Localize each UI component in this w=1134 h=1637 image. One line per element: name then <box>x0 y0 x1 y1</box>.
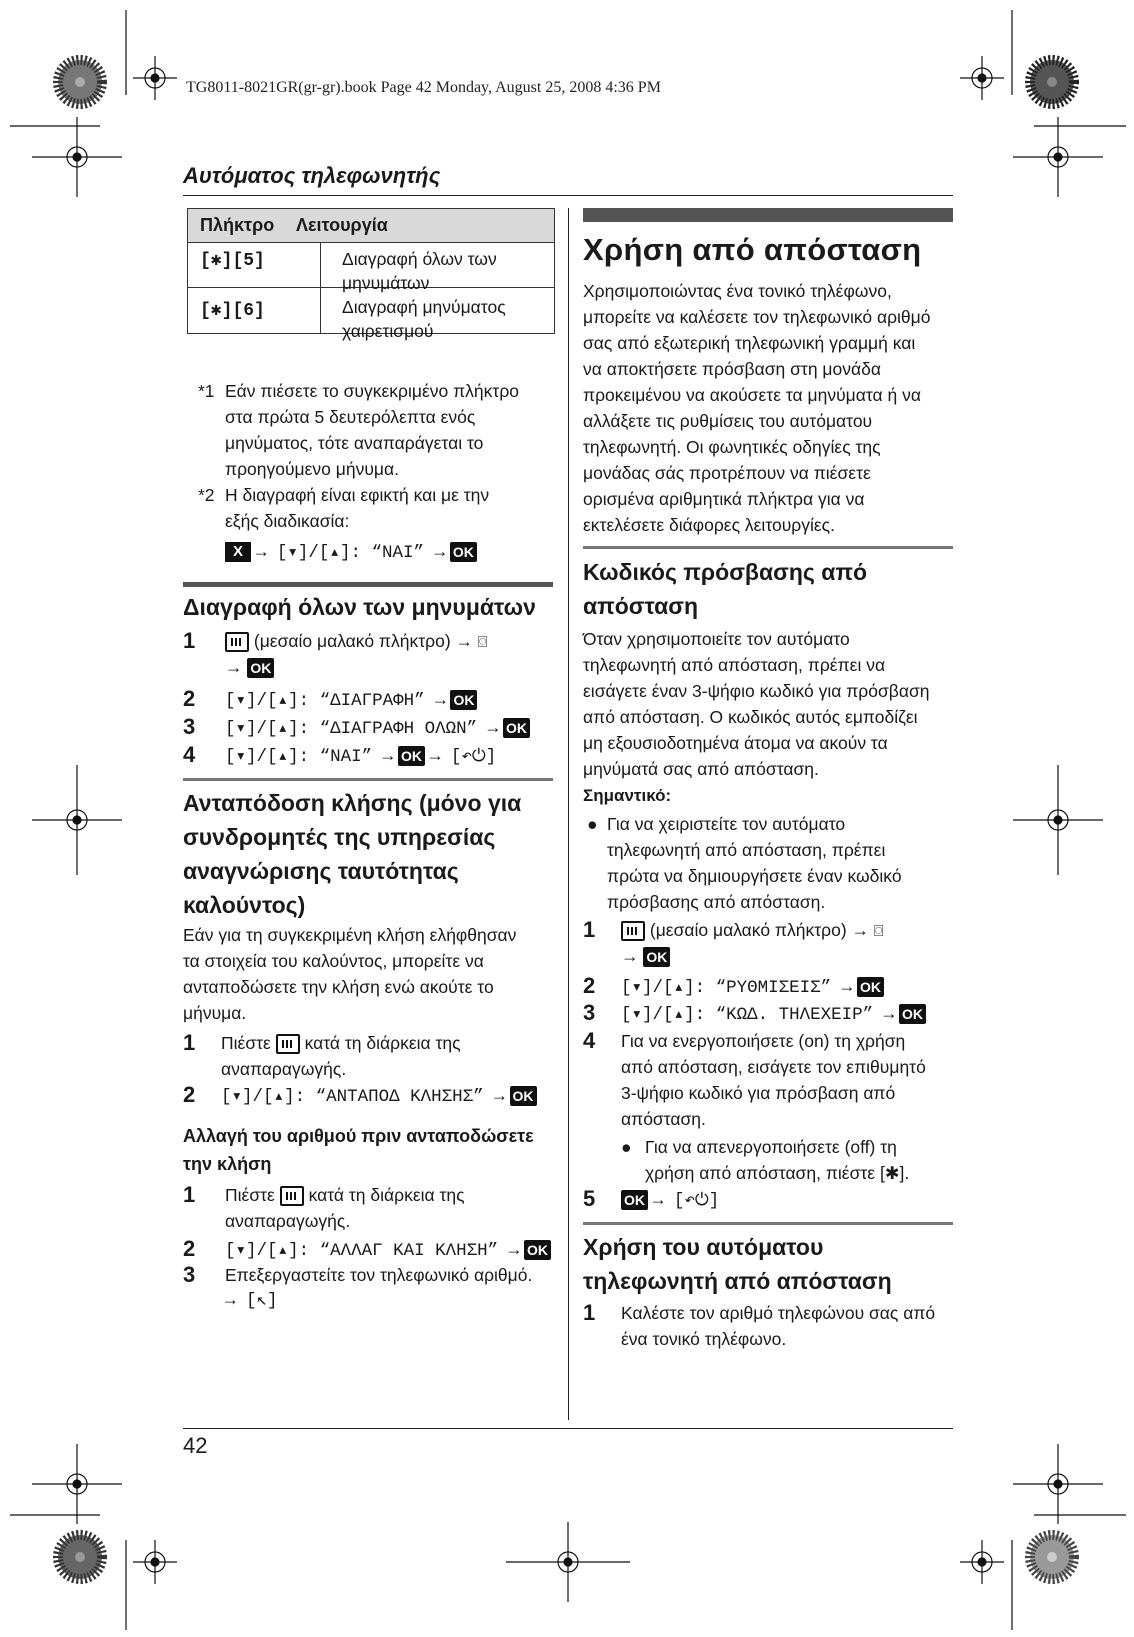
section-title-line: συνδρομητές της υπηρεσίας <box>183 824 496 850</box>
step-text <box>621 1000 926 1028</box>
section-rule <box>183 582 553 587</box>
step-text-part: [▾]/[▴]: “ΚΩΔ. ΤΗΛΕΧΕΙΡ” → <box>621 1005 895 1025</box>
menu-key-icon <box>276 1034 300 1054</box>
table-row-key: [✱][6] <box>200 301 265 321</box>
menu-key-icon <box>280 1186 304 1206</box>
step-text <box>621 1300 961 1352</box>
table-header <box>188 209 554 243</box>
section-title-line: αναγνώρισης ταυτότητας <box>183 858 459 884</box>
step-text <box>225 1182 465 1208</box>
step-number: 5 <box>583 1186 596 1211</box>
paragraph-line: ορισμένα αριθμητικά πλήκτρα για να <box>583 489 865 509</box>
page-number: 42 <box>183 1433 208 1458</box>
step-number: 4 <box>583 1028 596 1053</box>
table-row-function <box>342 247 497 295</box>
step-text-part: [▾]/[▴]: “ΔΙΑΓΡΑΦΗ ΟΛΩΝ” → <box>225 719 499 739</box>
paragraph-line: προκειμένου να ακούσετε τα μηνύματα ή να <box>583 385 921 405</box>
bullet-line: πρώτα να δημιουργήσετε έναν κωδικό <box>607 866 902 886</box>
footnote-sequence <box>225 538 565 566</box>
step-text: Επεξεργαστείτε τον τηλεφωνικό αριθμό. <box>225 1265 533 1285</box>
subsection-title-change-number <box>183 1122 534 1178</box>
column-divider <box>568 208 569 1420</box>
bullet-line: Για να χειριστείτε τον αυτόματο <box>607 814 846 834</box>
ok-key-icon: OK <box>643 947 670 967</box>
section-rule <box>583 1222 953 1225</box>
bullet-text <box>607 811 957 915</box>
step-number: 2 <box>583 973 596 998</box>
step-text <box>221 1082 537 1110</box>
step-text-part: κατά τη διάρκεια της <box>308 1185 465 1205</box>
important-label: Σημαντικό: <box>583 786 672 805</box>
ok-key-icon: OK <box>503 718 530 738</box>
footnote-mark: *2 <box>198 485 215 505</box>
section-title-use-remote <box>583 1230 892 1298</box>
step-text <box>621 1028 961 1132</box>
step-text-part: Πιέστε <box>225 1185 275 1205</box>
ok-key-icon: OK <box>450 542 477 562</box>
section-rule <box>183 778 553 781</box>
ok-key-icon: OK <box>899 1004 926 1024</box>
step-line: ένα τονικό τηλέφωνο. <box>621 1329 787 1349</box>
paragraph-line: τα στοιχεία του καλούντος, μπορείτε να <box>183 951 484 971</box>
step-text-part: → [↖] <box>225 1291 278 1311</box>
step-text-part: [▾]/[▴]: “NAI” → <box>225 747 394 767</box>
step-text-part: αναπαραγωγής. <box>221 1059 347 1079</box>
key-function-table <box>187 208 555 341</box>
step-text-part: [▾]/[▴]: “ΑΛΛΑΓ ΚΑΙ ΚΛΗΣΗ” → <box>225 1241 520 1261</box>
section-title-line: Ανταπόδοση κλήσης (μόνο για <box>183 790 522 816</box>
table-row-function-line: χαιρετισμού <box>342 321 434 341</box>
paragraph-line: σας από εξωτερική τηλεφωνική γραμμή και <box>583 333 916 353</box>
ok-key-icon: OK <box>524 1240 551 1260</box>
step-text-part: [▾]/[▴]: “ΡΥΘΜΙΣΕΙΣ” → <box>621 978 853 998</box>
footnote-line: μηνύματος, τότε αναπαράγεται το <box>225 433 484 453</box>
step-text-part: (μεσαίο μαλακό πλήκτρο) → <box>253 631 474 651</box>
bullet-dot-icon: ● <box>587 814 598 834</box>
step-number: 2 <box>183 1082 196 1107</box>
step-text <box>621 973 884 1001</box>
answering-machine-icon: ⌼ <box>873 923 884 940</box>
step-number: 3 <box>183 1262 196 1287</box>
paragraph-line: Χρησιμοποιώντας ένα τονικό τηλέφωνο, <box>583 281 892 301</box>
step-text-part: (μεσαίο μαλακό πλήκτρο) → <box>649 920 870 940</box>
step-number: 1 <box>583 917 596 942</box>
step-text <box>225 742 496 770</box>
section-title-remote: Χρήση από απόσταση <box>583 232 922 267</box>
step-number: 2 <box>183 1236 196 1261</box>
step-number: 1 <box>583 1300 596 1325</box>
step-continuation <box>225 654 274 680</box>
answering-machine-icon: ⌼ <box>477 634 488 651</box>
step-text-part: Πιέστε <box>221 1033 271 1053</box>
table-row-function-line: μηνυμάτων <box>342 273 430 293</box>
paragraph-line: τηλεφωνητή από απόσταση, πρέπει να <box>583 655 886 675</box>
table-header-key: Πλήκτρο <box>200 215 275 235</box>
bullet-line: Για να απενεργοποιήσετε (off) τη <box>645 1137 897 1157</box>
paragraph-line: να αποκτήσετε πρόσβαση στη μονάδα <box>583 359 881 379</box>
access-code-description <box>583 626 963 782</box>
paragraph-line: εισάγετε έναν 3-ψήφιο κωδικό για πρόσβαση <box>583 681 930 701</box>
footnote-text <box>225 482 565 566</box>
step-text-part: αναπαραγωγής. <box>225 1211 351 1231</box>
paragraph-line: μήνυμα. <box>183 1003 247 1023</box>
footnote-seq-text: → [▾]/[▴]: “NAI” → <box>255 543 445 563</box>
ok-key-icon: OK <box>510 1086 537 1106</box>
table-row-function-line: Διαγραφή όλων των <box>342 249 497 269</box>
footnote-line: Η διαγραφή είναι εφικτή και με την <box>225 485 490 505</box>
step-number: 1 <box>183 628 196 653</box>
cancel-key-icon: X <box>225 542 251 562</box>
paragraph-line: μπορείτε να καλέσετε τον τηλεφωνικό αριθμό <box>583 307 931 327</box>
table-row-function-line: Διαγραφή μηνύματος <box>342 297 506 317</box>
footer-rule <box>183 1428 953 1429</box>
paragraph-line: Εάν για τη συγκεκριμένη κλήση ελήφθησαν <box>183 925 517 945</box>
step-text-part: [▾]/[▴]: “ΔΙΑΓΡΑΦΗ” → <box>225 691 446 711</box>
callback-description <box>183 922 555 1026</box>
step-text <box>225 628 488 656</box>
bullet-line: πρόσβασης από απόσταση. <box>607 892 826 912</box>
footnote-text <box>225 378 565 482</box>
footnote-line: προηγούμενο μήνυμα. <box>225 459 399 479</box>
menu-key-icon <box>621 921 645 941</box>
table-row-function <box>342 295 506 343</box>
running-title-rule <box>183 195 953 196</box>
book-header: TG8011-8021GR(gr-gr).book Page 42 Monday, August 25, 2008 4:36 PM <box>186 79 661 96</box>
step-arrow: → <box>621 946 639 966</box>
step-text <box>225 714 530 742</box>
step-text <box>225 686 477 714</box>
step-text <box>621 1186 719 1214</box>
section-title-line: Κωδικός πρόσβασης από <box>583 559 868 585</box>
step-number: 3 <box>583 1000 596 1025</box>
step-text-part: κατά τη διάρκεια της <box>304 1033 461 1053</box>
menu-key-icon <box>225 632 249 652</box>
section-title-line: καλούντος) <box>183 892 306 918</box>
step-text-part: [▾]/[▴]: “ΑΝΤΑΠΟΔ ΚΛΗΣΗΣ” → <box>221 1087 505 1107</box>
paragraph-line: τηλεφωνητή. Οι φωνητικές οδηγίες της <box>583 437 881 457</box>
step-line: Για να ενεργοποιήσετε (on) τη χρήση <box>621 1031 906 1051</box>
paragraph-line: Όταν χρησιμοποιείτε τον αυτόματο <box>583 629 850 649</box>
paragraph-line: ανταποδώσετε την κλήση ενώ ακούτε το <box>183 977 494 997</box>
ok-key-icon: OK <box>857 977 884 997</box>
section-rule <box>583 546 953 549</box>
ok-key-icon: OK <box>450 690 477 710</box>
paragraph-line: αλλάξετε τις ρυθμίσεις του αυτόματου <box>583 411 873 431</box>
subsection-title-line: Αλλαγή του αριθμού πριν ανταποδώσετε <box>183 1126 534 1146</box>
step-number: 3 <box>183 714 196 739</box>
step-text-part: → [↶⏻] <box>429 747 497 767</box>
step-number: 1 <box>183 1030 196 1055</box>
step-text-part: → [↶⏻] <box>652 1191 720 1211</box>
step-line: 3-ψήφιο κωδικό για πρόσβαση από <box>621 1083 896 1103</box>
section-rule <box>583 208 953 222</box>
paragraph-line: μη εξουσιοδοτημένα άτομα να ακούν τα <box>583 733 888 753</box>
footnote-line: στα πρώτα 5 δευτερόλεπτα ενός <box>225 407 476 427</box>
step-text <box>221 1030 461 1056</box>
bullet-dot-icon: ● <box>621 1137 632 1157</box>
step-number: 2 <box>183 686 196 711</box>
bullet-text <box>645 1134 965 1186</box>
step-arrow: → <box>225 657 243 677</box>
paragraph-line: από απόσταση. Ο κωδικός αυτός εμποδίζει <box>583 707 918 727</box>
bullet-line: χρήση από απόσταση, πιέστε [✱]. <box>645 1163 910 1183</box>
step-number: 1 <box>183 1182 196 1207</box>
table-row-key: [✱][5] <box>200 251 265 271</box>
step-line: απόσταση. <box>621 1109 706 1129</box>
step-line: Καλέστε τον αριθμό τηλεφώνου σας από <box>621 1303 936 1323</box>
footnote-line: εξής διαδικασία: <box>225 511 350 531</box>
paragraph-line: μηνύματά σας από απόσταση. <box>583 759 819 779</box>
bullet-line: τηλεφωνητή από απόσταση, πρέπει <box>607 840 886 860</box>
footnote-mark: *1 <box>198 381 215 401</box>
section-title-line: απόσταση <box>583 593 699 619</box>
remote-description <box>583 278 963 538</box>
section-title-access-code <box>583 555 867 623</box>
section-title-delete-all: Διαγραφή όλων των μηνυμάτων <box>183 594 536 620</box>
ok-key-icon: OK <box>247 658 274 678</box>
paragraph-line: μονάδας σάς προτρέπουν να πιέσετε <box>583 463 871 483</box>
footnote-line: Εάν πιέσετε το συγκεκριμένο πλήκτρο <box>225 381 520 401</box>
section-title-line: τηλεφωνητή από απόσταση <box>583 1268 892 1294</box>
step-line: από απόσταση, εισάγετε τον επιθυμητό <box>621 1057 926 1077</box>
ok-key-icon: OK <box>621 1190 648 1210</box>
section-title-callback <box>183 786 521 922</box>
paragraph-line: εκτελέσετε διάφορες λειτουργίες. <box>583 515 835 535</box>
step-number: 4 <box>183 742 196 767</box>
step-text <box>621 917 884 945</box>
running-title: Αυτόματος τηλεφωνητής <box>183 163 441 188</box>
ok-key-icon: OK <box>398 746 425 766</box>
table-header-function: Λειτουργία <box>296 215 388 235</box>
step-text <box>225 1236 551 1264</box>
subsection-title-line: την κλήση <box>183 1154 272 1174</box>
step-continuation <box>621 943 670 969</box>
section-title-line: Χρήση του αυτόματου <box>583 1234 824 1260</box>
